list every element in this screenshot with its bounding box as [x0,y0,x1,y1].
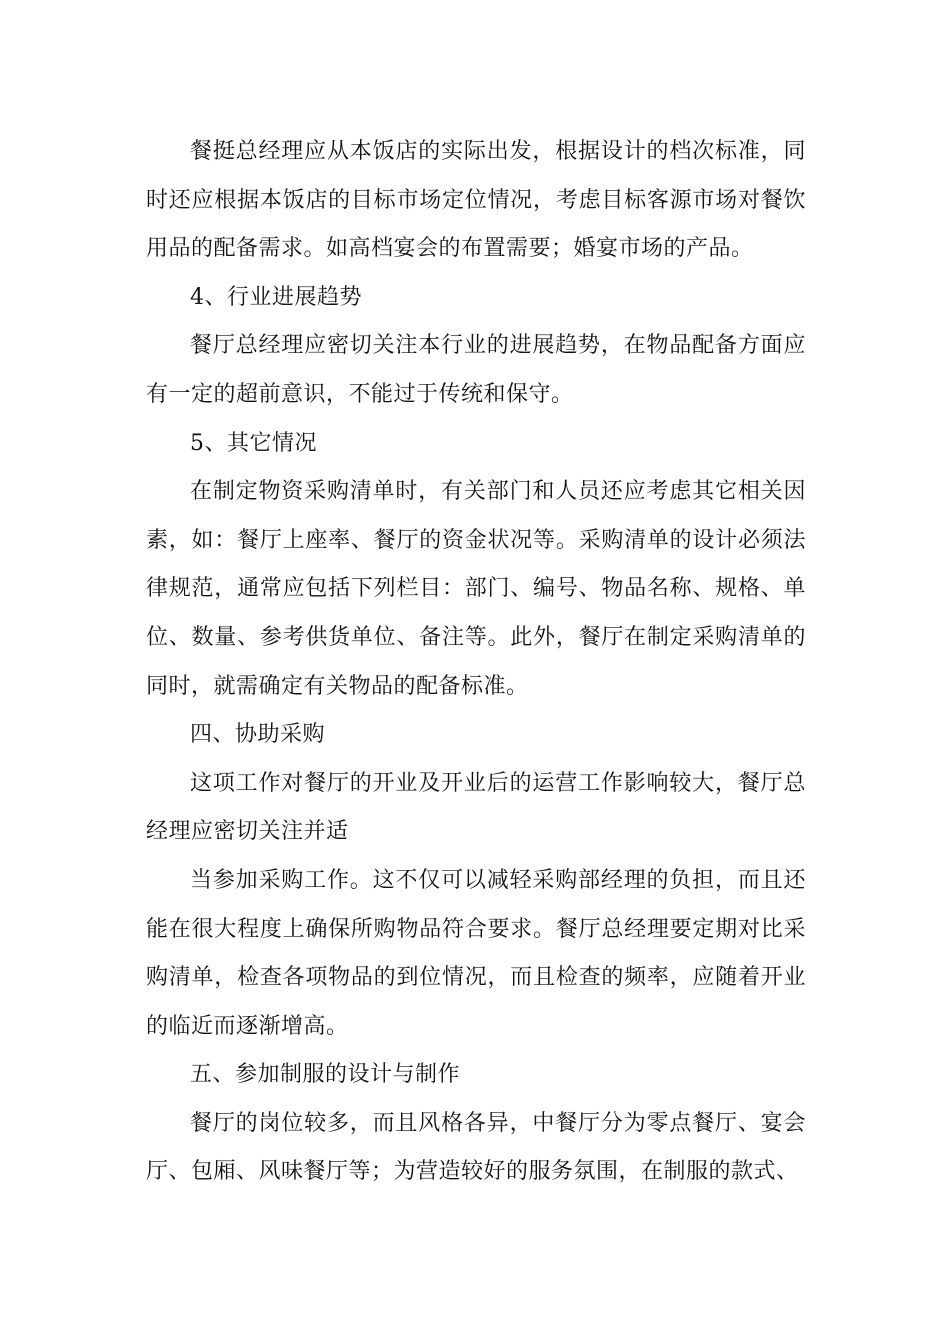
paragraph: 餐挺总经理应从本饭店的实际出发，根据设计的档次标准，同时还应根据本饭店的目标市场定位情况，考虑目标客源市场对餐饮用品的配备需求。如高档宴会的布置需要；婚宴市场的产品。 [146,139,806,262]
document-body [146,128,806,1197]
section-heading: 五、参加制服的设计与制作 [190,1062,461,1088]
section-heading: 四、协助采购 [190,722,326,748]
section-heading: 5、其它情况 [190,430,317,456]
paragraph: 餐厅的岗位较多，而且风格各异，中餐厅分为零点餐厅、宴会厅、包厢、风味餐厅等；为营造较好的服务氛围，在制服的款式、 [146,1110,806,1185]
paragraph: 餐厅总经理应密切关注本行业的进展趋势，在物品配备方面应有一定的超前意识，不能过于传统和保守。 [146,333,806,407]
paragraph: 当参加采购工作。这不仅可以减轻采购部经理的负担，而且还能在很大程度上确保所购物品符合要求。餐厅总经理要定期对比采购清单，检查各项物品的到位情况，而且检查的频率，应随着开业的临近而逐渐增高。 [146,867,806,1039]
paragraph: 这项工作对餐厅的开业及开业后的运营工作影响较大，餐厅总经理应密切关注并适 [146,770,806,845]
section-heading: 4、行业进展趋势 [190,284,362,310]
paragraph: 在制定物资采购清单时，有关部门和人员还应考虑其它相关因素，如：餐厅上座率、餐厅的资金状况等。采购清单的设计必须法律规范，通常应包括下列栏目：部门、编号、物品名称、规格、单位、数量、参考供货单位、备注等。此外，餐厅在制定采购清单的同时，就需确定有关物品的配备标准。 [146,479,806,699]
